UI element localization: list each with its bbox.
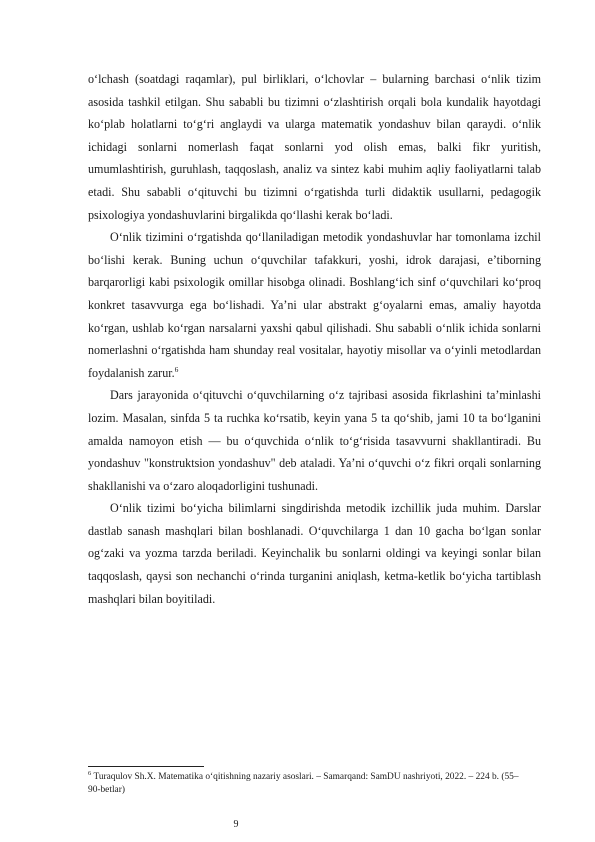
footnote-marker: 6 (88, 769, 92, 777)
footnote (88, 771, 528, 796)
paragraph-1: o‘lchash (soatdagi raqamlar), pul birliklari, o‘lchovlar – bularning barchasi o‘nlik tizim asosida tashkil etilgan. Shu sababli bu tizimni o‘zlashtirish orqali bola kundalik hayotdagi ko‘plab holatlarni to‘g‘ri anglaydi va ularga matematik yondashuv bilan qaraydi. o‘nlik ichidagi sonlarni nomerlash faqat sonlarni yod olish emas, balki fikr yuritish, umumlashtirish, guruhlash, taqqoslash, analiz va sintez kabi muhim aqliy faoliyatlarni talab etadi. Shu sababli o‘qituvchi bu tizimni o‘rgatishda turli didaktik usullarni, pedagogik psixologiya yondashuvlarini birgalikda qo‘llashi kerak bo‘ladi. (88, 72, 541, 222)
paragraph-3: Dars jarayonida o‘qituvchi o‘quvchilarning o‘z tajribasi asosida fikrlashini ta’minlashi lozim. Masalan, sinfda 5 ta ruchka ko‘rsatib, keyin yana 5 ta qo‘shib, jami 10 ta bo‘lganini amalda namoyon etish — bu o‘quvchida o‘nlik to‘g‘risida tasavvurni shakllantiradi. Bu yondashuv "konstruktsion yondashuv" deb ataladi. Ya’ni o‘quvchi o‘z fikri orqali sonlarning shakllanishi va o‘zaro aloqadorligini tushunadi. (88, 388, 541, 493)
footnote-separator (88, 766, 204, 767)
footnote-reference[interactable]: 6 (174, 364, 179, 374)
footnote-text: Turaqulov Sh.X. Matematika o‘qitishning nazariy asoslari. – Samarqand: SamDU nashriyoti, 2022. – 224 b. (55–90-betlar) (88, 772, 519, 795)
paragraph-4: O‘nlik tizimi bo‘yicha bilimlarni singdirishda metodik izchillik juda muhim. Darslar dastlab sanash mashqlari bilan boshlanadi. O‘quvchilarga 1 dan 10 gacha bo‘lgan sonlar og‘zaki va yozma tarzda beriladi. Keyinchalik bu sonlarni oldingi va keyingi sonlar bilan taqqoslash, qaysi son nechanchi o‘rinda turganini aniqlash, ketma-ketlik bo‘yicha tartiblash mashqlari bilan boyitiladi. (88, 501, 541, 606)
body-text (88, 68, 541, 610)
page-number: 9 (233, 819, 239, 830)
paragraph-2 (88, 226, 541, 384)
paragraph-2-text: O‘nlik tizimini o‘rgatishda qo‘llaniladigan metodik yondashuvlar har tomonlama izchil bo‘lishi kerak. Buning uchun o‘quvchilar tafakkuri, yoshi, idrok darajasi, e’tiborning barqarorligi kabi psixologik omillar hisobga olinadi. Boshlang‘ich sinf o‘quvchilari ko‘proq konkret tasavvurga ega bo‘lishadi. Ya’ni ular abstrakt g‘oyalarni emas, amaliy hayotda ko‘rgan, ushlab ko‘rgan narsalarni yaxshi qabul qilishadi. Shu sababli o‘nlik ichida sonlarni nomerlashni o‘rgatishda ham shunday real vositalar, hayotiy misollar va o‘yinli metodlardan foydalanish zarur. (88, 230, 541, 380)
